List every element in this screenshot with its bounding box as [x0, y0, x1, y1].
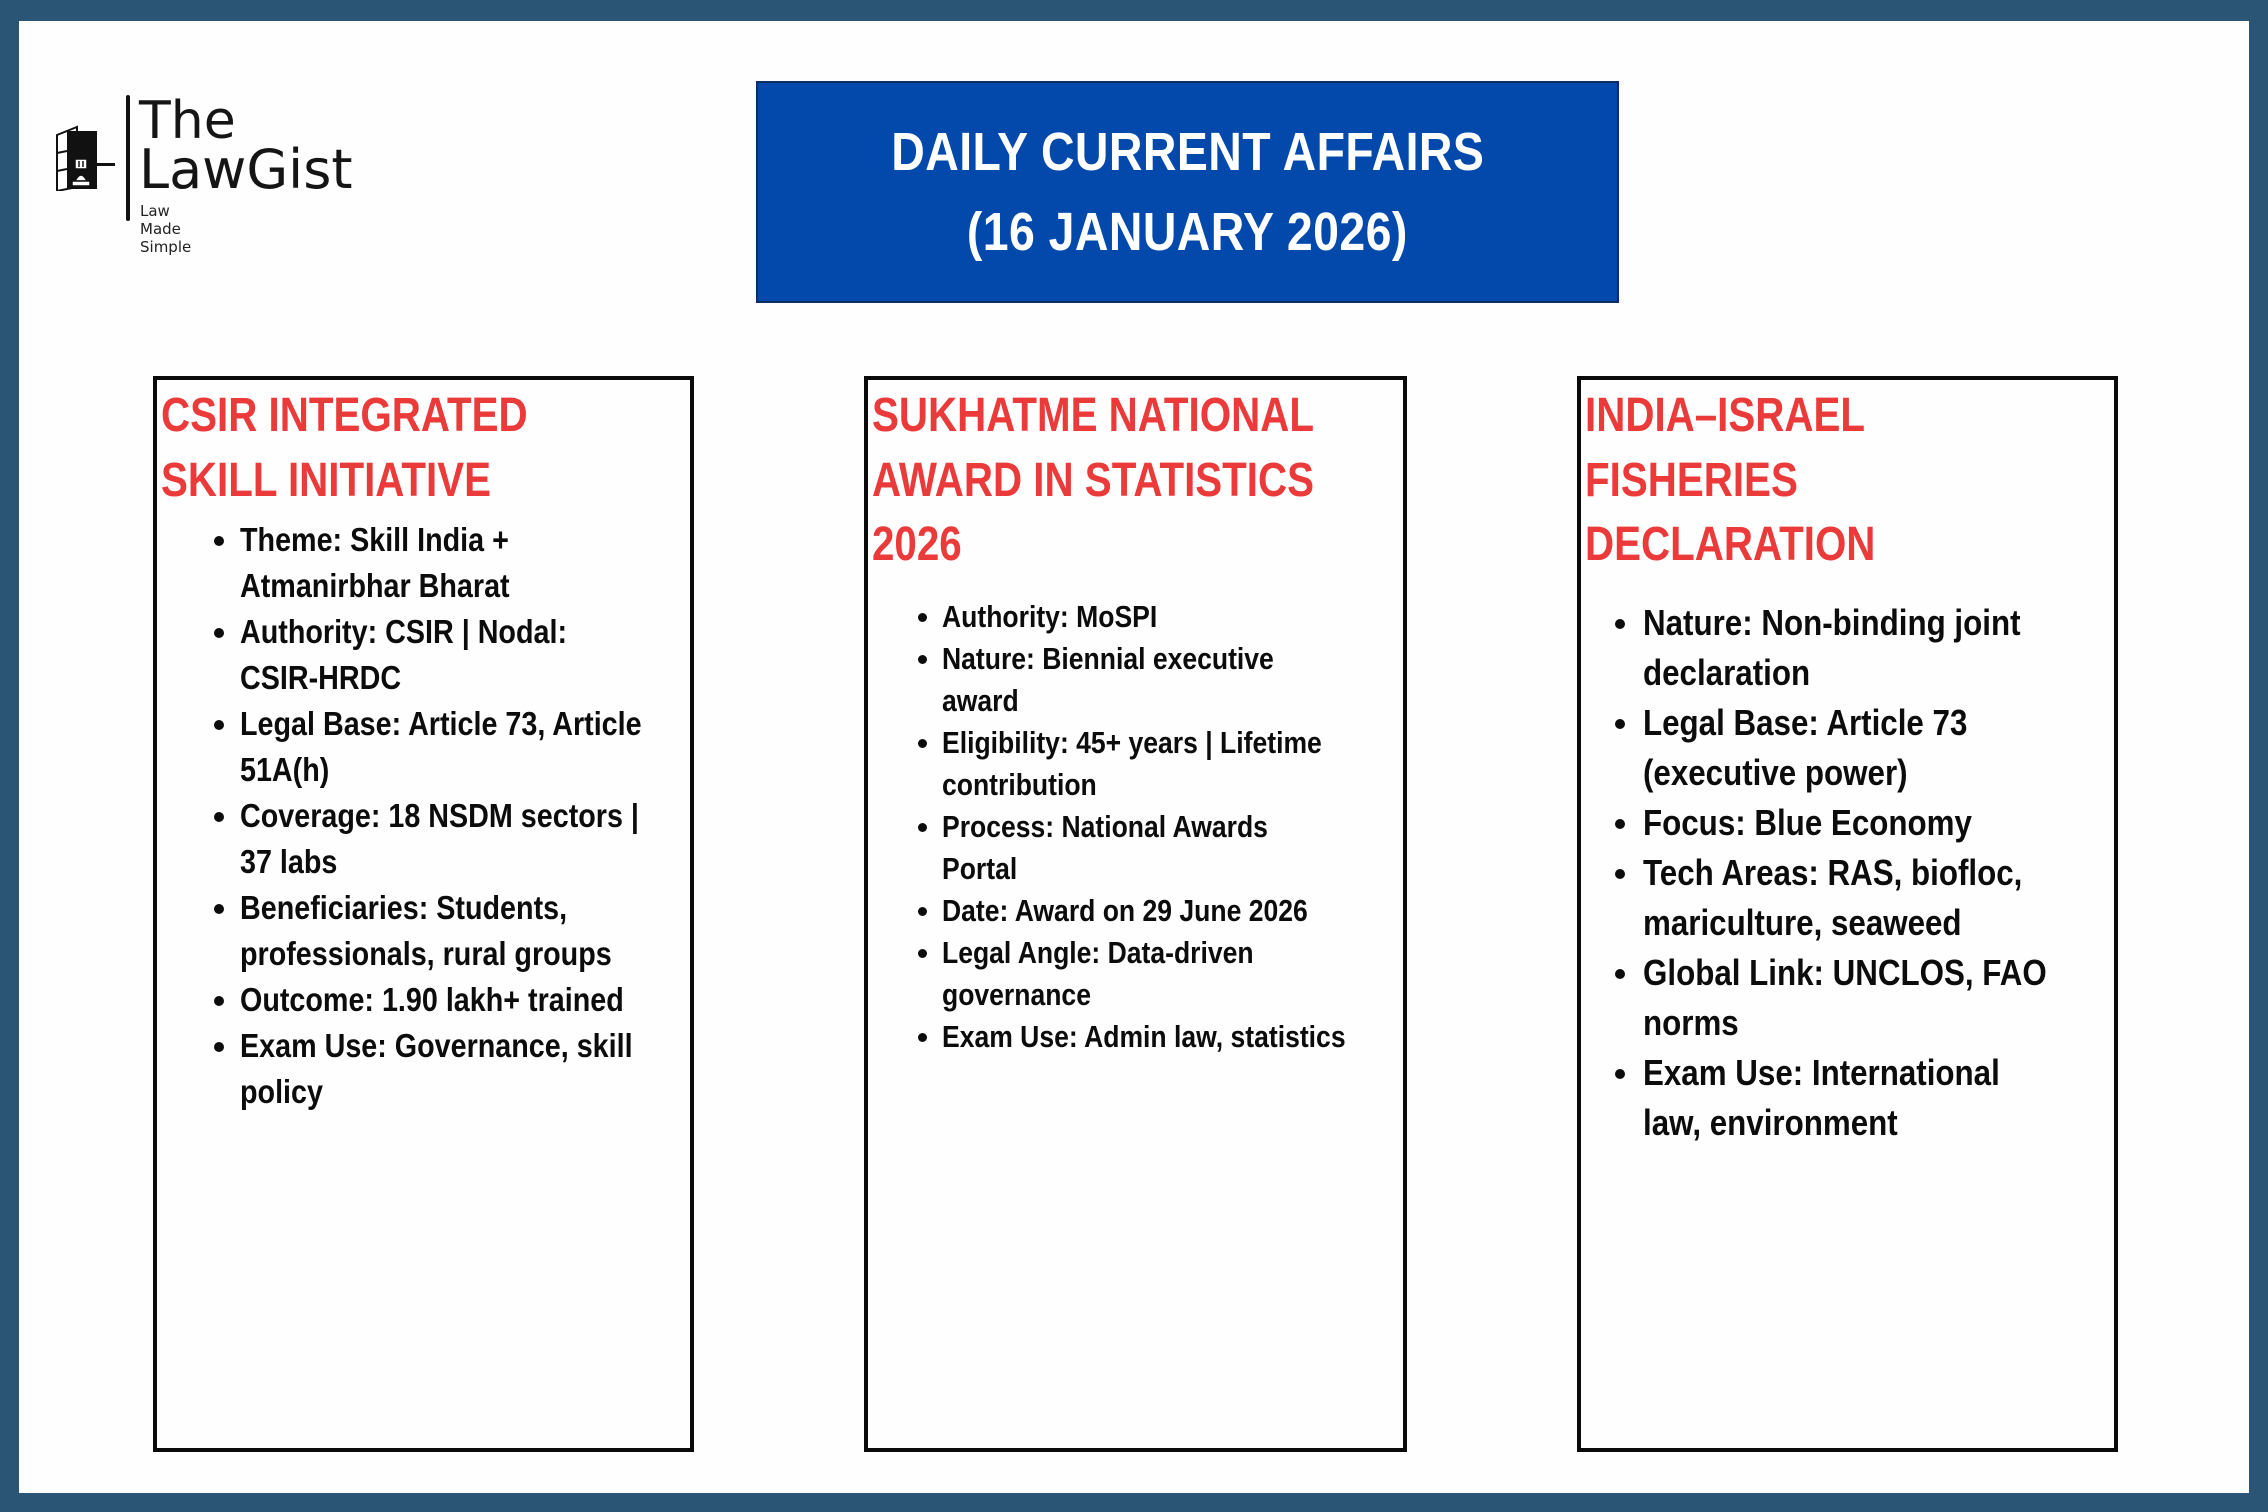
bullet-text: Atmanirbhar Bharat [240, 567, 510, 604]
bullet-text: professionals, rural groups [240, 935, 612, 972]
list-item [918, 806, 1406, 890]
bullet-text: Legal Base: Article 73, Article [240, 705, 642, 742]
card-title-line: DECLARATION [1585, 518, 1876, 571]
bullet-icon [918, 655, 927, 664]
bullet-icon [1615, 969, 1625, 979]
list-item [1615, 698, 2107, 798]
page-title: DAILY CURRENT AFFAIRS [890, 122, 1485, 182]
bullet-text: Legal Base: Article 73 [1643, 702, 1968, 743]
list-item [918, 722, 1406, 806]
book-gavel-icon [53, 123, 115, 191]
logo-divider [126, 95, 130, 221]
bullet-text: Nature: Non-binding joint [1643, 602, 2021, 643]
bullet-text: Portal [942, 852, 1018, 886]
bullet-text: award [942, 684, 1019, 718]
bullet-text: norms [1643, 1002, 1739, 1043]
news-card-csir [153, 376, 694, 1452]
bullet-icon [214, 720, 224, 730]
list-item [918, 1016, 1406, 1058]
bullet-text: Theme: Skill India + [240, 521, 509, 558]
card-title-line: 2026 [872, 518, 962, 571]
bullet-text: (executive power) [1643, 752, 1908, 793]
logo-text-lawgist: LawGist [139, 138, 353, 201]
list-item [1615, 798, 2107, 848]
bullet-icon [1615, 719, 1625, 729]
bullet-text: 37 labs [240, 843, 338, 880]
news-card-india-israel [1577, 376, 2118, 1452]
card-title-line: FISHERIES [1585, 453, 1798, 507]
bullet-text: Global Link: UNCLOS, FAO [1643, 952, 2047, 993]
bullet-text: Exam Use: Governance, skill [240, 1027, 633, 1064]
bullet-text: Outcome: 1.90 lakh+ trained [240, 981, 624, 1018]
bullet-list [1615, 598, 2107, 1148]
list-item [214, 517, 694, 609]
bullet-icon [214, 812, 224, 822]
list-item [918, 596, 1406, 638]
bullet-text: contribution [942, 768, 1097, 802]
list-item [214, 793, 694, 885]
card-title-line: SKILL INITIATIVE [161, 453, 492, 507]
card-title [1585, 384, 1875, 578]
list-item [918, 932, 1406, 1016]
card-title-line: INDIA–ISRAEL [1585, 389, 1866, 442]
news-card-sukhatme [864, 376, 1407, 1452]
bullet-text: CSIR-HRDC [240, 659, 402, 696]
bullet-text: Authority: CSIR | Nodal: [240, 613, 568, 650]
bullet-icon [214, 904, 224, 914]
bullet-text: governance [942, 978, 1091, 1012]
bullet-text: Beneficiaries: Students, [240, 889, 568, 926]
bullet-text: Eligibility: 45+ years | Lifetime [942, 726, 1322, 760]
bullet-icon [918, 613, 927, 622]
list-item [214, 1023, 694, 1115]
bullet-icon [214, 996, 224, 1006]
bullet-text: Process: National Awards [942, 810, 1268, 844]
card-title-line: AWARD IN STATISTICS [872, 453, 1315, 507]
bullet-text: declaration [1643, 652, 1811, 693]
bullet-text: law, environment [1643, 1102, 1898, 1143]
list-item [214, 977, 694, 1023]
logo-text-the: The [139, 91, 236, 151]
list-item [214, 885, 694, 977]
list-item [918, 638, 1406, 722]
bullet-icon [1615, 619, 1625, 629]
list-item [1615, 598, 2107, 698]
bullet-text: Tech Areas: RAS, biofloc, [1643, 852, 2023, 893]
bullet-text: Exam Use: Admin law, statistics [942, 1020, 1346, 1054]
list-item [214, 701, 694, 793]
card-title-line: SUKHATME NATIONAL [872, 389, 1314, 442]
list-item [1615, 1048, 2107, 1148]
page-title-banner [756, 81, 1619, 303]
bullet-icon [918, 907, 927, 916]
bullet-text: 51A(h) [240, 751, 330, 788]
page-date: (16 JANUARY 2026) [967, 202, 1408, 262]
list-item [1615, 948, 2107, 1048]
bullet-icon [214, 536, 224, 546]
bullet-icon [214, 1042, 224, 1052]
bullet-icon [918, 823, 927, 832]
bullet-text: Nature: Biennial executive [942, 642, 1274, 676]
bullet-text: Focus: Blue Economy [1643, 802, 1972, 843]
bullet-list [214, 517, 694, 1115]
bullet-icon [918, 949, 927, 958]
bullet-text: Legal Angle: Data-driven [942, 936, 1254, 970]
bullet-icon [214, 628, 224, 638]
bullet-icon [1615, 869, 1625, 879]
list-item [214, 609, 694, 701]
list-item [918, 890, 1406, 932]
bullet-text: Exam Use: International [1643, 1052, 2000, 1093]
bullet-icon [1615, 819, 1625, 829]
page-frame [19, 21, 2249, 1493]
bullet-text: Coverage: 18 NSDM sectors | [240, 797, 639, 834]
logo-tagline: Law Made Simple [140, 202, 192, 256]
bullet-text: mariculture, seaweed [1643, 902, 1962, 943]
card-title [161, 384, 528, 513]
bullet-icon [1615, 1069, 1625, 1079]
bullet-icon [918, 739, 927, 748]
list-item [1615, 848, 2107, 948]
bullet-text: Date: Award on 29 June 2026 [942, 894, 1308, 928]
card-title-line: CSIR INTEGRATED [161, 389, 528, 442]
bullet-icon [918, 1033, 927, 1042]
bullet-text: Authority: MoSPI [942, 600, 1158, 634]
card-title [872, 384, 1314, 578]
bullet-text: policy [240, 1073, 323, 1110]
bullet-list [918, 596, 1406, 1058]
